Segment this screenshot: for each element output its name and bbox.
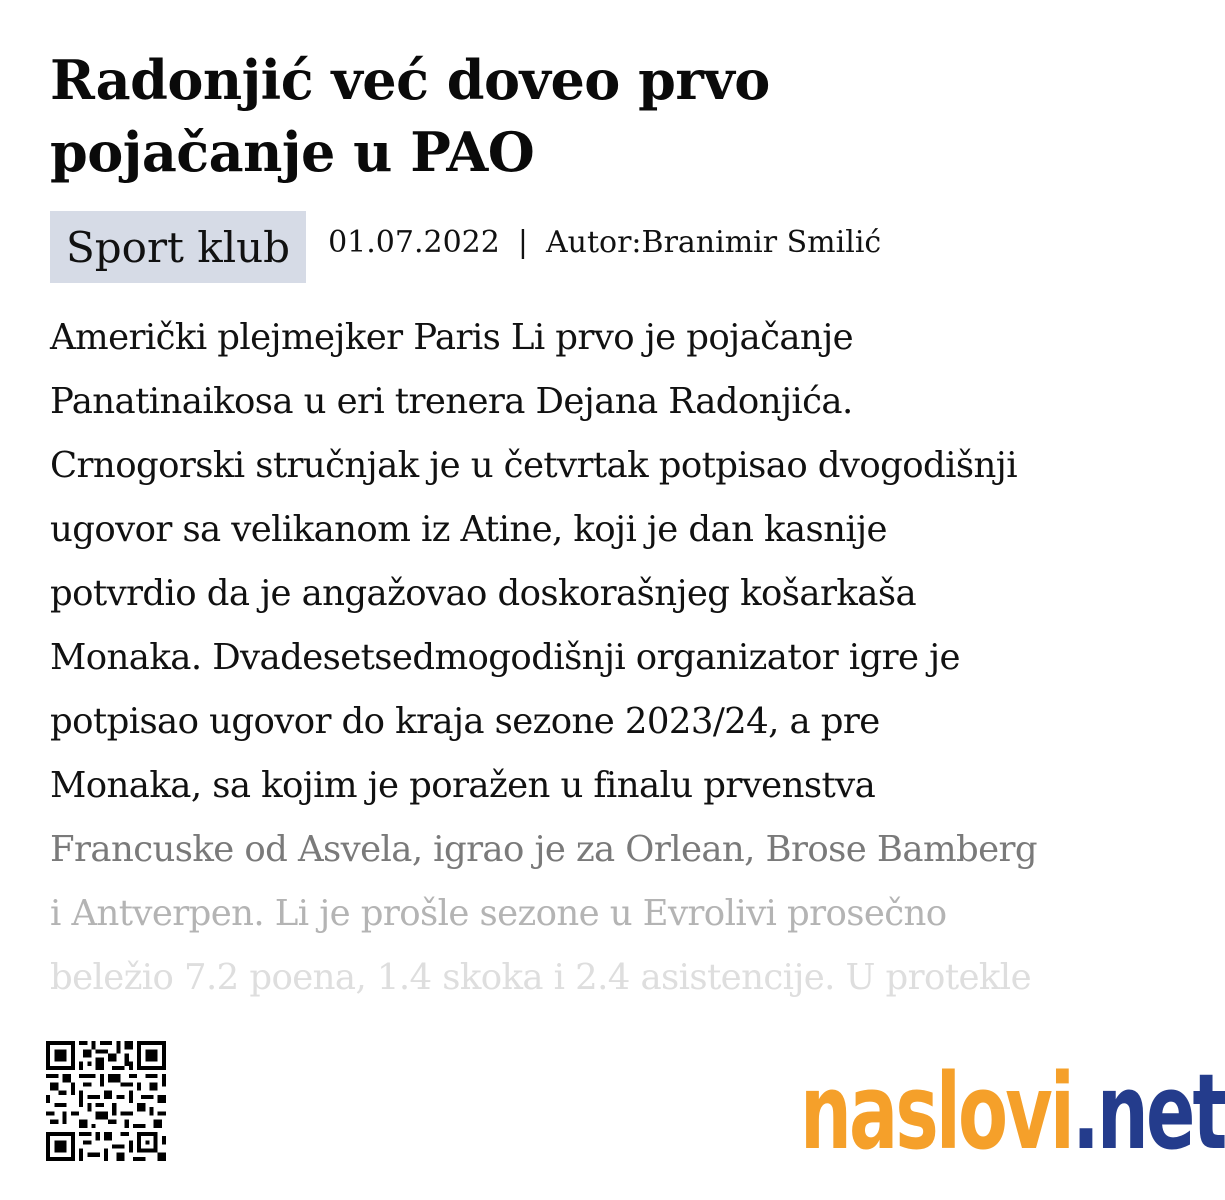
article-headline [50,44,1150,188]
body-line: Monaka, sa kojim je poražen u finalu prvenstva [50,765,876,806]
body-line-faded: beležio 7.2 poena, 1.4 skoka i 2.4 asistencije. U protekle [50,957,1031,998]
qr-code-icon[interactable] [46,1038,166,1164]
body-line: potpisao ugovor do kraja sezone 2023/24, a pre [50,701,880,742]
body-line: Monaka. Dvadesetsedmogodišnji organizator igre je [50,637,960,678]
meta-separator: | [517,225,528,260]
article-date: 01.07.2022 [328,225,500,260]
body-line-faded: i Antverpen. Li je prošle sezone u Evrolivi prosečno [50,893,947,934]
article-author: Autor:Branimir Smilić [545,225,882,260]
headline-line: pojačanje u PAO [50,120,535,184]
source-badge[interactable]: Sport klub [50,211,306,283]
body-line: Panatinaikosa u eri trenera Dejana Radonjića. [50,381,853,422]
headline-line: Radonjić već doveo prvo [50,48,770,112]
naslovi-logo[interactable] [800,1051,1225,1173]
article-meta [50,211,881,283]
article-body [50,306,1160,1010]
body-line: Američki plejmejker Paris Li prvo je pojačanje [50,317,854,358]
meta-text [328,225,881,260]
logo-part-net: .net [1072,1051,1225,1173]
logo-part-naslovi: naslovi [800,1051,1073,1173]
body-line: ugovor sa velikanom iz Atine, koji je dan kasnije [50,509,887,550]
body-line: Crnogorski stručnjak je u četvrtak potpisao dvogodišnji [50,445,1017,486]
body-line: potvrdio da je angažovao doskorašnjeg košarkaša [50,573,917,614]
body-line-faded: Francuske od Asvela, igrao je za Orlean, Brose Bamberg [50,829,1038,870]
